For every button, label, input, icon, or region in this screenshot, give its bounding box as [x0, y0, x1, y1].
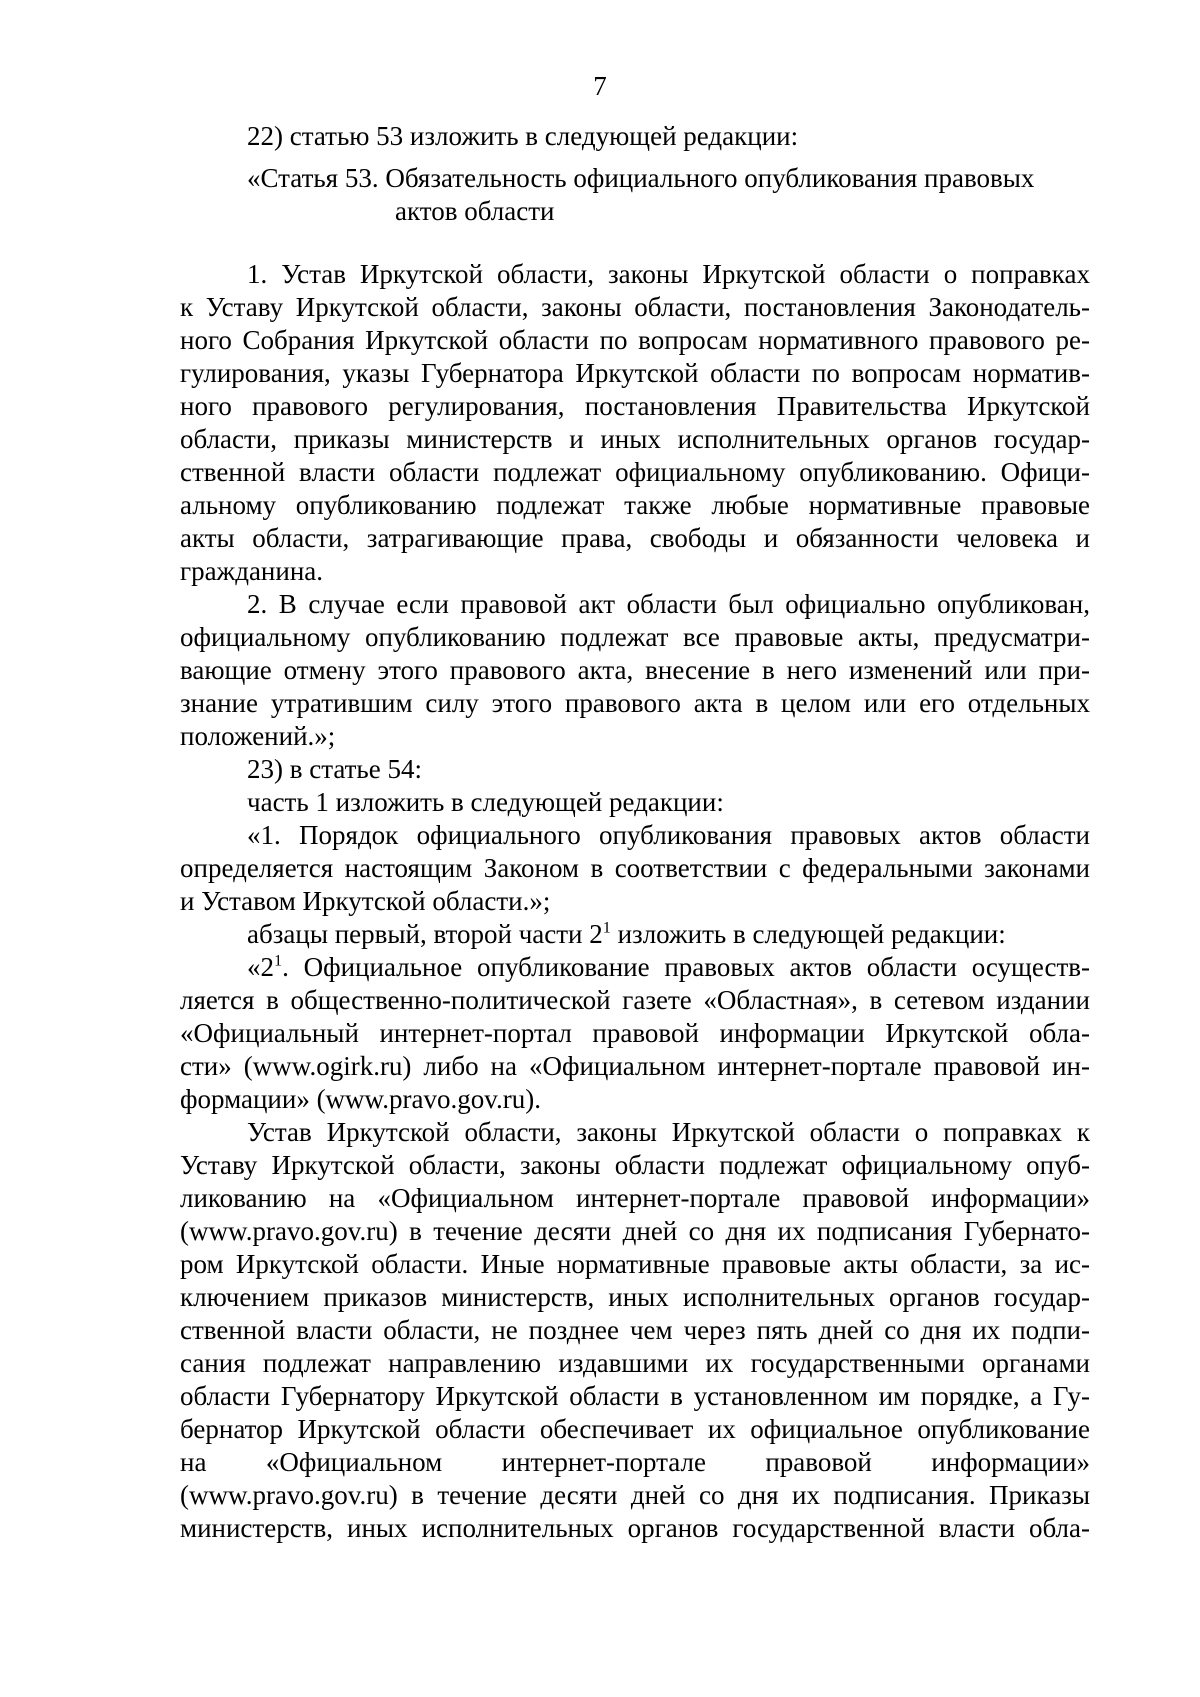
- superscript: 1: [602, 918, 611, 937]
- line-text: абзацы первый, второй части 2: [247, 919, 603, 949]
- line-text: ключением приказов министерств, иных исполнительных органов государ-: [180, 1282, 1090, 1312]
- superscript: 1: [274, 951, 283, 970]
- text-line: [180, 522, 1090, 554]
- line-text: к Уставу Иркутской области, законы области, постановления Законодатель-: [180, 292, 1090, 322]
- line-text: министерств, иных исполнительных органов государственной власти обла-: [180, 1513, 1090, 1543]
- line-text: Уставу Иркутской области, законы области подлежат официальному опуб-: [180, 1150, 1090, 1180]
- text-line: [247, 588, 1090, 620]
- text-line: [247, 258, 1090, 290]
- line-text-continued: изложить в следующей редакции:: [610, 919, 1006, 949]
- text-line: [180, 885, 550, 917]
- text-line: [180, 1380, 1090, 1412]
- line-text: ного правового регулирования, постановления Правительства Иркутской: [180, 391, 1090, 421]
- text-line: [180, 390, 1090, 422]
- line-text: положений.»;: [180, 721, 336, 751]
- text-line: [180, 984, 1090, 1016]
- line-text: на «Официальном интернет-портале правовой информации»: [180, 1447, 1090, 1477]
- text-line: [180, 555, 323, 587]
- text-line: [180, 852, 1090, 884]
- line-text: Устав Иркутской области, законы Иркутской области о поправках к: [247, 1117, 1090, 1147]
- line-text: сания подлежат направлению издавшими их государственными органами: [180, 1348, 1090, 1378]
- text-line: [180, 1281, 1090, 1313]
- text-line: [247, 1116, 1090, 1148]
- line-text: ственной власти области, не позднее чем через пять дней со дня их подпи-: [180, 1315, 1090, 1345]
- line-text: 2. В случае если правовой акт области был официально опубликован,: [247, 589, 1090, 619]
- line-text: ром Иркутской области. Иные нормативные правовые акты области, за ис-: [180, 1249, 1090, 1279]
- text-line: [180, 423, 1090, 455]
- text-line: [180, 456, 1090, 488]
- text-line: [247, 120, 798, 152]
- text-line: [180, 1083, 541, 1115]
- line-text: сти» (www.ogirk.ru) либо на «Официальном интернет-портале правовой ин-: [180, 1051, 1090, 1081]
- line-text: «Официальный интернет-портал правовой информации Иркутской обла-: [180, 1018, 1090, 1048]
- line-text: формации» (www.pravo.gov.ru).: [180, 1084, 542, 1114]
- text-line: [180, 1314, 1090, 1346]
- line-text: акты области, затрагивающие права, свободы и обязанности человека и: [180, 523, 1090, 553]
- line-text: 1. Устав Иркутской области, законы Иркутской области о поправках: [247, 259, 1090, 289]
- text-line: [247, 951, 1090, 983]
- line-text: 23) в статье 54:: [247, 754, 422, 784]
- text-line: [180, 687, 1090, 719]
- text-line: [180, 1050, 1090, 1082]
- line-text: ликованию на «Официальном интернет-портале правовой информации»: [180, 1183, 1090, 1213]
- line-text: знание утратившим силу этого правового акта в целом или его отдельных: [180, 688, 1090, 718]
- text-line: [247, 162, 1034, 194]
- line-text: вающие отмену этого правового акта, внесение в него изменений или при-: [180, 655, 1090, 685]
- text-line: [180, 1413, 1090, 1445]
- line-text: «Статья 53. Обязательность официального опубликования правовых: [247, 163, 1035, 193]
- line-text: альному опубликованию подлежат также любые нормативные правовые: [180, 490, 1090, 520]
- text-line: [247, 753, 422, 785]
- line-text: (www.pravo.gov.ru) в течение десяти дней со дня их подписания Губернато-: [180, 1216, 1090, 1246]
- line-text: «2: [247, 952, 274, 982]
- line-text: ляется в общественно-политической газете «Областная», в сетевом издании: [180, 985, 1090, 1015]
- text-line: [180, 1017, 1090, 1049]
- line-text: области, приказы министерств и иных исполнительных органов государ-: [180, 424, 1090, 454]
- text-line: [180, 720, 335, 752]
- text-line: [180, 324, 1090, 356]
- text-line: [180, 1215, 1090, 1247]
- text-line: [180, 1446, 1090, 1478]
- text-line: [180, 1479, 1090, 1511]
- text-line: [180, 1248, 1090, 1280]
- line-text: бернатор Иркутской области обеспечивает их официальное опубликование: [180, 1414, 1090, 1444]
- text-line: [180, 489, 1090, 521]
- text-line: [180, 291, 1090, 323]
- line-text-continued: . Официальное опубликование правовых актов области осуществ-: [282, 952, 1090, 982]
- text-line: [180, 1512, 1090, 1544]
- text-line: [247, 918, 1006, 950]
- line-text: ственной власти области подлежат официальному опубликованию. Офици-: [180, 457, 1090, 487]
- text-line: [180, 621, 1090, 653]
- line-text: определяется настоящим Законом в соответствии с федеральными законами: [180, 853, 1090, 883]
- line-text: гулирования, указы Губернатора Иркутской области по вопросам норматив-: [180, 358, 1090, 388]
- line-text: гражданина.: [180, 556, 324, 586]
- line-text: часть 1 изложить в следующей редакции:: [247, 787, 724, 817]
- line-text: «1. Порядок официального опубликования правовых актов области: [247, 820, 1090, 850]
- text-line: [180, 1182, 1090, 1214]
- text-line: [395, 195, 554, 227]
- line-text: области Губернатору Иркутской области в установленном им порядке, а Гу-: [180, 1381, 1090, 1411]
- text-line: [180, 1149, 1090, 1181]
- text-line: [180, 357, 1090, 389]
- line-text: официальному опубликованию подлежат все правовые акты, предусматри-: [180, 622, 1090, 652]
- line-text: и Уставом Иркутской области.»;: [180, 886, 551, 916]
- line-text: (www.pravo.gov.ru) в течение десяти дней со дня их подписания. Приказы: [180, 1480, 1090, 1510]
- page-number: 7: [593, 71, 607, 101]
- line-text: ного Собрания Иркутской области по вопросам нормативного правового ре-: [180, 325, 1090, 355]
- text-line: [247, 819, 1090, 851]
- line-text: 22) статью 53 изложить в следующей редакции:: [247, 121, 799, 151]
- line-text: актов области: [395, 196, 555, 226]
- text-line: [247, 786, 724, 818]
- text-line: [180, 1347, 1090, 1379]
- text-line: [180, 654, 1090, 686]
